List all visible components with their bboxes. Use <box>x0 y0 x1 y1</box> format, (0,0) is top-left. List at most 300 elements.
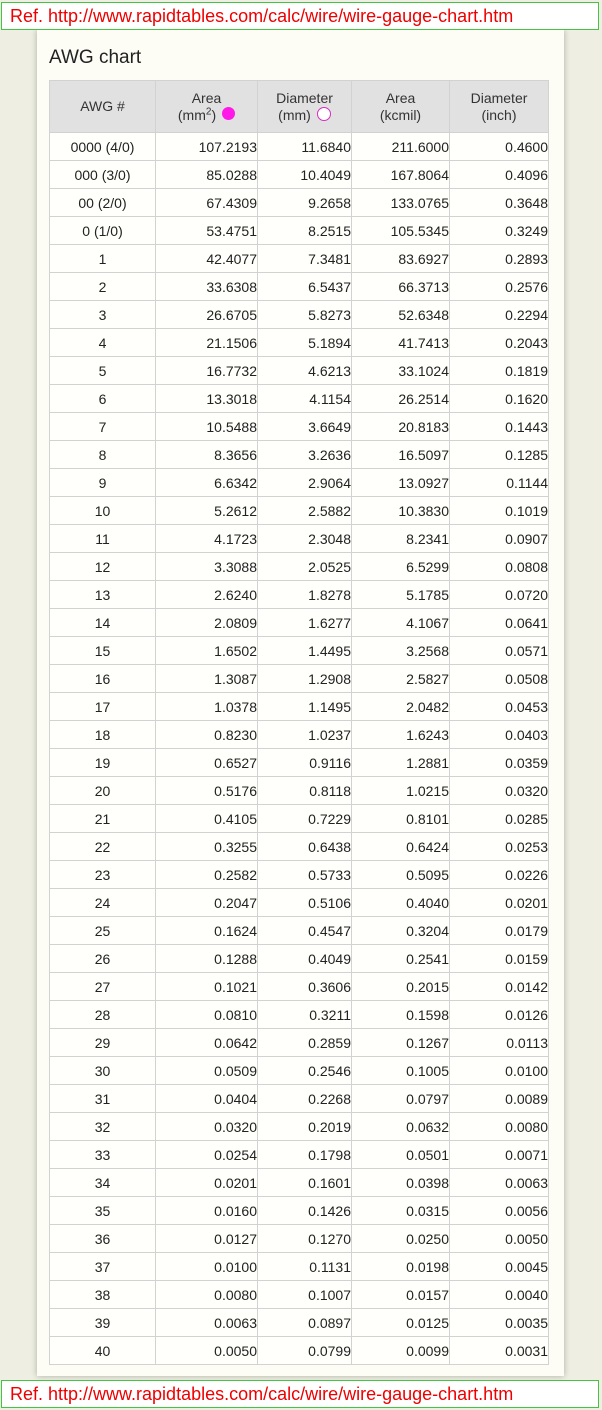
cell-area-mm2 <box>156 217 258 245</box>
cell-area-kcmil <box>352 217 450 245</box>
cell-area-mm2-value: 33.6308 <box>206 278 257 295</box>
cell-area-kcmil-value: 1.2881 <box>406 754 449 771</box>
cell-area-mm2-value: 0.3255 <box>214 838 257 855</box>
cell-area-mm2-value: 5.2612 <box>214 502 257 519</box>
cell-diameter-inch <box>450 357 549 385</box>
cell-area-kcmil-value: 0.8101 <box>406 810 449 827</box>
table-row <box>50 581 549 609</box>
cell-area-kcmil-value: 0.0198 <box>406 1258 449 1275</box>
cell-area-kcmil-value: 0.6424 <box>406 838 449 855</box>
cell-diameter-inch-value: 0.1819 <box>505 362 548 379</box>
cell-diameter-mm-value: 0.4547 <box>308 922 351 939</box>
cell-area-kcmil-value: 167.8064 <box>390 166 449 183</box>
cell-area-kcmil-value: 0.0099 <box>406 1342 449 1359</box>
cell-diameter-inch-value: 0.0320 <box>505 782 548 799</box>
cell-diameter-mm-value: 0.0897 <box>308 1314 351 1331</box>
table-row <box>50 693 549 721</box>
cell-awg <box>50 413 156 441</box>
cell-diameter-mm <box>258 441 352 469</box>
cell-area-mm2-value: 0.0050 <box>214 1342 257 1359</box>
cell-diameter-mm <box>258 273 352 301</box>
cell-diameter-inch <box>450 1197 549 1225</box>
cell-diameter-inch-value: 0.0080 <box>505 1118 548 1135</box>
cell-area-mm2-value: 0.0201 <box>214 1174 257 1191</box>
cell-diameter-inch <box>450 749 549 777</box>
cell-area-mm2 <box>156 1253 258 1281</box>
header-diameter-mm <box>258 81 352 133</box>
cell-diameter-mm-value: 0.1131 <box>309 1258 351 1275</box>
table-row <box>50 245 549 273</box>
table-row <box>50 525 549 553</box>
cell-area-mm2 <box>156 329 258 357</box>
table-row <box>50 917 549 945</box>
filled-circle-marker-icon[interactable] <box>222 107 235 120</box>
cell-area-kcmil <box>352 469 450 497</box>
table-row <box>50 637 549 665</box>
cell-diameter-inch <box>450 889 549 917</box>
cell-diameter-mm-value: 0.9116 <box>309 754 351 771</box>
cell-awg-value: 24 <box>94 894 111 911</box>
cell-awg-value: 15 <box>94 642 111 659</box>
cell-area-mm2 <box>156 973 258 1001</box>
cell-diameter-inch <box>450 973 549 1001</box>
cell-area-kcmil-value: 41.7413 <box>398 334 449 351</box>
cell-diameter-mm-value: 6.5437 <box>308 278 351 295</box>
cell-diameter-mm-value: 1.8278 <box>308 586 351 603</box>
table-row <box>50 609 549 637</box>
cell-awg-value: 8 <box>98 446 107 463</box>
cell-awg-value: 16 <box>94 670 111 687</box>
cell-diameter-mm <box>258 301 352 329</box>
table-body <box>50 133 549 1365</box>
header-diameter-inch <box>450 81 549 133</box>
cell-area-mm2-value: 10.5488 <box>206 418 257 435</box>
cell-awg <box>50 497 156 525</box>
cell-area-kcmil-value: 2.0482 <box>406 698 449 715</box>
cell-area-mm2-value: 85.0288 <box>206 166 257 183</box>
cell-awg-value: 34 <box>94 1174 111 1191</box>
table-row <box>50 553 549 581</box>
table-row <box>50 1225 549 1253</box>
cell-diameter-inch-value: 0.0089 <box>505 1090 548 1107</box>
cell-diameter-inch-value: 0.0035 <box>505 1314 548 1331</box>
table-row <box>50 357 549 385</box>
cell-diameter-inch-value: 0.1019 <box>505 502 548 519</box>
cell-diameter-mm <box>258 1309 352 1337</box>
cell-area-mm2 <box>156 161 258 189</box>
cell-area-mm2 <box>156 693 258 721</box>
cell-diameter-inch-value: 0.0720 <box>505 586 548 603</box>
cell-awg <box>50 637 156 665</box>
cell-area-mm2 <box>156 385 258 413</box>
header-area-line1: Area <box>191 89 222 106</box>
cell-diameter-inch-value: 0.2043 <box>505 334 548 351</box>
cell-diameter-inch <box>450 833 549 861</box>
cell-diameter-mm <box>258 1281 352 1309</box>
table-row <box>50 1309 549 1337</box>
cell-diameter-mm <box>258 1029 352 1057</box>
cell-diameter-inch-value: 0.1443 <box>505 418 548 435</box>
cell-area-mm2 <box>156 1309 258 1337</box>
cell-area-mm2 <box>156 1001 258 1029</box>
cell-diameter-mm-value: 0.5106 <box>308 894 351 911</box>
cell-awg <box>50 329 156 357</box>
cell-diameter-inch <box>450 301 549 329</box>
cell-awg <box>50 1337 156 1365</box>
cell-area-mm2-value: 0.0063 <box>214 1314 257 1331</box>
cell-diameter-mm-value: 0.4049 <box>308 950 351 967</box>
cell-area-kcmil <box>352 665 450 693</box>
table-row <box>50 1141 549 1169</box>
cell-diameter-inch-value: 0.0100 <box>505 1062 548 1079</box>
cell-awg-value: 39 <box>94 1314 111 1331</box>
cell-awg <box>50 1001 156 1029</box>
cell-diameter-mm-value: 0.2859 <box>308 1034 351 1051</box>
cell-diameter-mm <box>258 525 352 553</box>
cell-area-kcmil <box>352 553 450 581</box>
cell-area-kcmil <box>352 1141 450 1169</box>
cell-diameter-mm <box>258 245 352 273</box>
cell-diameter-inch-value: 0.1285 <box>505 446 548 463</box>
cell-awg <box>50 1113 156 1141</box>
cell-awg-value: 14 <box>94 614 111 631</box>
cell-area-mm2-value: 0.1624 <box>214 922 257 939</box>
table-row <box>50 1169 549 1197</box>
cell-diameter-mm-value: 0.7229 <box>308 810 351 827</box>
cell-diameter-mm <box>258 581 352 609</box>
cell-area-kcmil-value: 0.0125 <box>406 1314 449 1331</box>
cell-area-mm2 <box>156 497 258 525</box>
cell-area-mm2-value: 42.4077 <box>206 250 257 267</box>
cell-area-mm2 <box>156 777 258 805</box>
cell-awg-value: 26 <box>94 950 111 967</box>
cell-awg-value: 27 <box>94 978 111 995</box>
cell-awg-value: 00 (2/0) <box>78 194 127 211</box>
cell-area-kcmil <box>352 833 450 861</box>
cell-area-kcmil <box>352 721 450 749</box>
cell-area-kcmil-value: 0.0797 <box>406 1090 449 1107</box>
cell-area-kcmil <box>352 861 450 889</box>
cell-diameter-mm-value: 0.2019 <box>308 1118 351 1135</box>
cell-awg-value: 19 <box>94 754 111 771</box>
cell-diameter-mm-value: 4.6213 <box>308 362 351 379</box>
cell-area-kcmil-value: 20.8183 <box>398 418 449 435</box>
cell-area-mm2-value: 0.2582 <box>214 866 257 883</box>
cell-diameter-mm <box>258 217 352 245</box>
cell-awg-value: 21 <box>94 810 111 827</box>
table-row <box>50 413 549 441</box>
cell-awg-value: 17 <box>94 698 111 715</box>
cell-diameter-mm <box>258 329 352 357</box>
cell-awg <box>50 1309 156 1337</box>
cell-area-kcmil-value: 6.5299 <box>406 558 449 575</box>
cell-diameter-mm <box>258 1085 352 1113</box>
cell-diameter-mm-value: 0.1601 <box>308 1174 351 1191</box>
table-row <box>50 833 549 861</box>
cell-area-mm2 <box>156 1225 258 1253</box>
cell-diameter-inch-value: 0.1144 <box>506 474 548 491</box>
cell-diameter-mm-value: 2.0525 <box>308 558 351 575</box>
table-row <box>50 1001 549 1029</box>
cell-diameter-inch <box>450 1253 549 1281</box>
cell-diameter-inch <box>450 329 549 357</box>
cell-area-mm2 <box>156 273 258 301</box>
cell-diameter-mm-value: 0.0799 <box>308 1342 351 1359</box>
table-row <box>50 1253 549 1281</box>
cell-awg <box>50 245 156 273</box>
cell-diameter-inch <box>450 581 549 609</box>
cell-awg-value: 40 <box>94 1342 111 1359</box>
cell-diameter-inch <box>450 553 549 581</box>
cell-area-mm2-value: 53.4751 <box>206 222 257 239</box>
cell-area-mm2 <box>156 413 258 441</box>
cell-diameter-inch-value: 0.4096 <box>505 166 548 183</box>
cell-area-kcmil <box>352 889 450 917</box>
reference-url-text[interactable]: Ref. http://www.rapidtables.com/calc/wire/wire-gauge-chart.htm <box>10 1384 514 1404</box>
cell-diameter-mm-value: 1.6277 <box>308 614 351 631</box>
cell-area-mm2 <box>156 1197 258 1225</box>
cell-diameter-inch <box>450 133 549 161</box>
cell-diameter-inch <box>450 217 549 245</box>
cell-awg <box>50 1253 156 1281</box>
cell-area-kcmil-value: 133.0765 <box>390 194 449 211</box>
cell-diameter-mm-value: 9.2658 <box>308 194 351 211</box>
table-row <box>50 889 549 917</box>
cell-diameter-mm <box>258 413 352 441</box>
cell-area-kcmil <box>352 301 450 329</box>
table-row <box>50 1085 549 1113</box>
cell-awg-value: 32 <box>94 1118 111 1135</box>
cell-diameter-mm <box>258 357 352 385</box>
header-kcmil-line1: Area <box>385 89 416 106</box>
cell-diameter-inch <box>450 1309 549 1337</box>
cell-awg-value: 10 <box>94 502 111 519</box>
reference-url-text[interactable]: Ref. http://www.rapidtables.com/calc/wire/wire-gauge-chart.htm <box>10 6 514 26</box>
cell-diameter-inch <box>450 1001 549 1029</box>
cell-area-mm2 <box>156 1337 258 1365</box>
cell-area-kcmil <box>352 1113 450 1141</box>
cell-diameter-inch-value: 0.0403 <box>505 726 548 743</box>
cell-diameter-inch-value: 0.0907 <box>505 530 548 547</box>
cell-diameter-inch <box>450 1169 549 1197</box>
cell-diameter-mm-value: 0.1270 <box>308 1230 351 1247</box>
cell-awg-value: 38 <box>94 1286 111 1303</box>
cell-diameter-inch-value: 0.0226 <box>505 866 548 883</box>
cell-diameter-mm-value: 0.2268 <box>308 1090 351 1107</box>
cell-awg-value: 18 <box>94 726 111 743</box>
table-row <box>50 1057 549 1085</box>
cell-diameter-inch-value: 0.0071 <box>505 1146 548 1163</box>
cell-awg <box>50 749 156 777</box>
cell-awg-value: 20 <box>94 782 111 799</box>
cell-diameter-mm-value: 0.1426 <box>308 1202 351 1219</box>
cell-awg-value: 3 <box>98 306 107 323</box>
cell-area-kcmil-value: 0.0250 <box>406 1230 449 1247</box>
cell-diameter-inch-value: 0.0159 <box>505 950 548 967</box>
cell-diameter-inch-value: 0.0045 <box>505 1258 548 1275</box>
cell-area-kcmil-value: 4.1067 <box>406 614 449 631</box>
table-row <box>50 805 549 833</box>
cell-diameter-mm <box>258 637 352 665</box>
cell-diameter-mm <box>258 469 352 497</box>
cell-awg <box>50 1197 156 1225</box>
cell-diameter-inch-value: 0.0179 <box>505 922 548 939</box>
cell-area-kcmil-value: 66.3713 <box>398 278 449 295</box>
cell-diameter-mm-value: 7.3481 <box>308 250 351 267</box>
cell-area-mm2 <box>156 945 258 973</box>
cell-awg-value: 36 <box>94 1230 111 1247</box>
cell-area-mm2 <box>156 441 258 469</box>
cell-diameter-mm-value: 0.6438 <box>308 838 351 855</box>
cell-area-kcmil <box>352 1085 450 1113</box>
cell-awg <box>50 1085 156 1113</box>
cell-diameter-mm <box>258 133 352 161</box>
header-area-line2-sup: 2 <box>205 105 212 117</box>
cell-diameter-mm <box>258 1169 352 1197</box>
reference-url-banner-bottom[interactable] <box>1 1380 599 1408</box>
header-area-line2-base: (mm <box>177 106 206 123</box>
cell-diameter-inch-value: 0.0808 <box>505 558 548 575</box>
cell-awg-value: 000 (3/0) <box>74 166 131 183</box>
cell-area-kcmil <box>352 1057 450 1085</box>
cell-area-kcmil <box>352 1309 450 1337</box>
table-row <box>50 749 549 777</box>
cell-area-kcmil-value: 2.5827 <box>406 670 449 687</box>
header-diameter-inch-line2: (inch) <box>481 106 517 123</box>
cell-awg <box>50 469 156 497</box>
cell-area-mm2 <box>156 721 258 749</box>
cell-area-mm2-value: 21.1506 <box>206 334 257 351</box>
cell-awg-value: 31 <box>94 1090 111 1107</box>
cell-diameter-inch <box>450 497 549 525</box>
cell-area-kcmil <box>352 189 450 217</box>
cell-awg <box>50 1141 156 1169</box>
cell-area-mm2-value: 67.4309 <box>206 194 257 211</box>
table-row <box>50 861 549 889</box>
cell-awg-value: 29 <box>94 1034 111 1051</box>
hollow-circle-marker-icon[interactable] <box>317 107 331 121</box>
cell-diameter-mm-value: 1.4495 <box>308 642 351 659</box>
cell-area-kcmil-value: 13.0927 <box>398 474 449 491</box>
cell-diameter-mm <box>258 973 352 1001</box>
cell-awg-value: 28 <box>94 1006 111 1023</box>
cell-area-kcmil <box>352 609 450 637</box>
cell-area-kcmil-value: 0.0157 <box>406 1286 449 1303</box>
cell-area-mm2-value: 0.0127 <box>214 1230 257 1247</box>
cell-area-kcmil-value: 83.6927 <box>398 250 449 267</box>
cell-diameter-inch <box>450 525 549 553</box>
cell-awg <box>50 525 156 553</box>
cell-area-kcmil <box>352 273 450 301</box>
header-diameter-inch-line1: Diameter <box>470 89 528 106</box>
cell-area-kcmil-value: 0.5095 <box>406 866 449 883</box>
cell-diameter-inch <box>450 609 549 637</box>
cell-diameter-inch-value: 0.0285 <box>505 810 548 827</box>
cell-area-kcmil <box>352 917 450 945</box>
cell-diameter-inch <box>450 469 549 497</box>
header-kcmil-line2: (kcmil) <box>379 106 422 123</box>
cell-diameter-mm-value: 0.5733 <box>308 866 351 883</box>
cell-diameter-inch <box>450 665 549 693</box>
cell-area-mm2 <box>156 525 258 553</box>
cell-diameter-inch-value: 0.0201 <box>505 894 548 911</box>
table-row <box>50 469 549 497</box>
cell-area-mm2-value: 26.6705 <box>206 306 257 323</box>
cell-area-kcmil <box>352 1253 450 1281</box>
header-area-kcmil <box>352 81 450 133</box>
cell-awg-value: 1 <box>98 250 107 267</box>
cell-awg-value: 6 <box>98 390 107 407</box>
cell-diameter-inch-value: 0.4600 <box>505 138 548 155</box>
header-awg-label: AWG # <box>80 98 125 114</box>
cell-awg <box>50 665 156 693</box>
cell-awg <box>50 973 156 1001</box>
table-row <box>50 441 549 469</box>
cell-area-kcmil <box>352 385 450 413</box>
cell-diameter-inch-value: 0.2294 <box>505 306 548 323</box>
cell-diameter-inch <box>450 1057 549 1085</box>
cell-diameter-mm-value: 0.8118 <box>309 782 351 799</box>
cell-diameter-inch-value: 0.0453 <box>505 698 548 715</box>
cell-diameter-inch <box>450 1029 549 1057</box>
cell-diameter-inch <box>450 385 549 413</box>
cell-area-mm2-value: 2.6240 <box>214 586 257 603</box>
cell-area-kcmil-value: 1.0215 <box>406 782 449 799</box>
cell-area-kcmil-value: 1.6243 <box>406 726 449 743</box>
cell-area-kcmil-value: 52.6348 <box>398 306 449 323</box>
cell-area-kcmil-value: 105.5345 <box>390 222 449 239</box>
cell-diameter-inch-value: 0.0641 <box>505 614 548 631</box>
cell-area-mm2 <box>156 301 258 329</box>
cell-diameter-inch-value: 0.0359 <box>505 754 548 771</box>
cell-area-mm2 <box>156 133 258 161</box>
cell-awg <box>50 805 156 833</box>
reference-url-banner-top[interactable] <box>1 2 599 30</box>
cell-diameter-inch <box>450 245 549 273</box>
cell-diameter-inch-value: 0.0571 <box>505 642 548 659</box>
cell-area-mm2 <box>156 889 258 917</box>
cell-area-mm2 <box>156 1113 258 1141</box>
cell-diameter-inch <box>450 637 549 665</box>
cell-area-kcmil <box>352 945 450 973</box>
cell-diameter-inch <box>450 1113 549 1141</box>
cell-diameter-mm-value: 5.1894 <box>308 334 351 351</box>
cell-diameter-mm-value: 3.2636 <box>308 446 351 463</box>
cell-diameter-mm <box>258 917 352 945</box>
cell-awg <box>50 1281 156 1309</box>
cell-area-kcmil-value: 0.3204 <box>406 922 449 939</box>
cell-awg-value: 13 <box>94 586 111 603</box>
cell-diameter-mm-value: 0.2546 <box>308 1062 351 1079</box>
cell-area-mm2-value: 1.3087 <box>214 670 257 687</box>
cell-diameter-inch-value: 0.2576 <box>505 278 548 295</box>
table-row <box>50 1113 549 1141</box>
cell-area-mm2-value: 0.6527 <box>214 754 257 771</box>
cell-awg-value: 12 <box>94 558 111 575</box>
page-title: AWG chart <box>49 47 142 68</box>
cell-diameter-inch <box>450 1337 549 1365</box>
table-row <box>50 1337 549 1365</box>
cell-awg <box>50 721 156 749</box>
cell-diameter-mm <box>258 161 352 189</box>
cell-area-mm2 <box>156 469 258 497</box>
cell-diameter-inch <box>450 693 549 721</box>
header-diameter-mm-line1: Diameter <box>276 89 333 106</box>
cell-area-kcmil <box>352 805 450 833</box>
cell-area-kcmil-value: 0.0501 <box>406 1146 449 1163</box>
cell-diameter-mm <box>258 833 352 861</box>
cell-area-kcmil <box>352 693 450 721</box>
